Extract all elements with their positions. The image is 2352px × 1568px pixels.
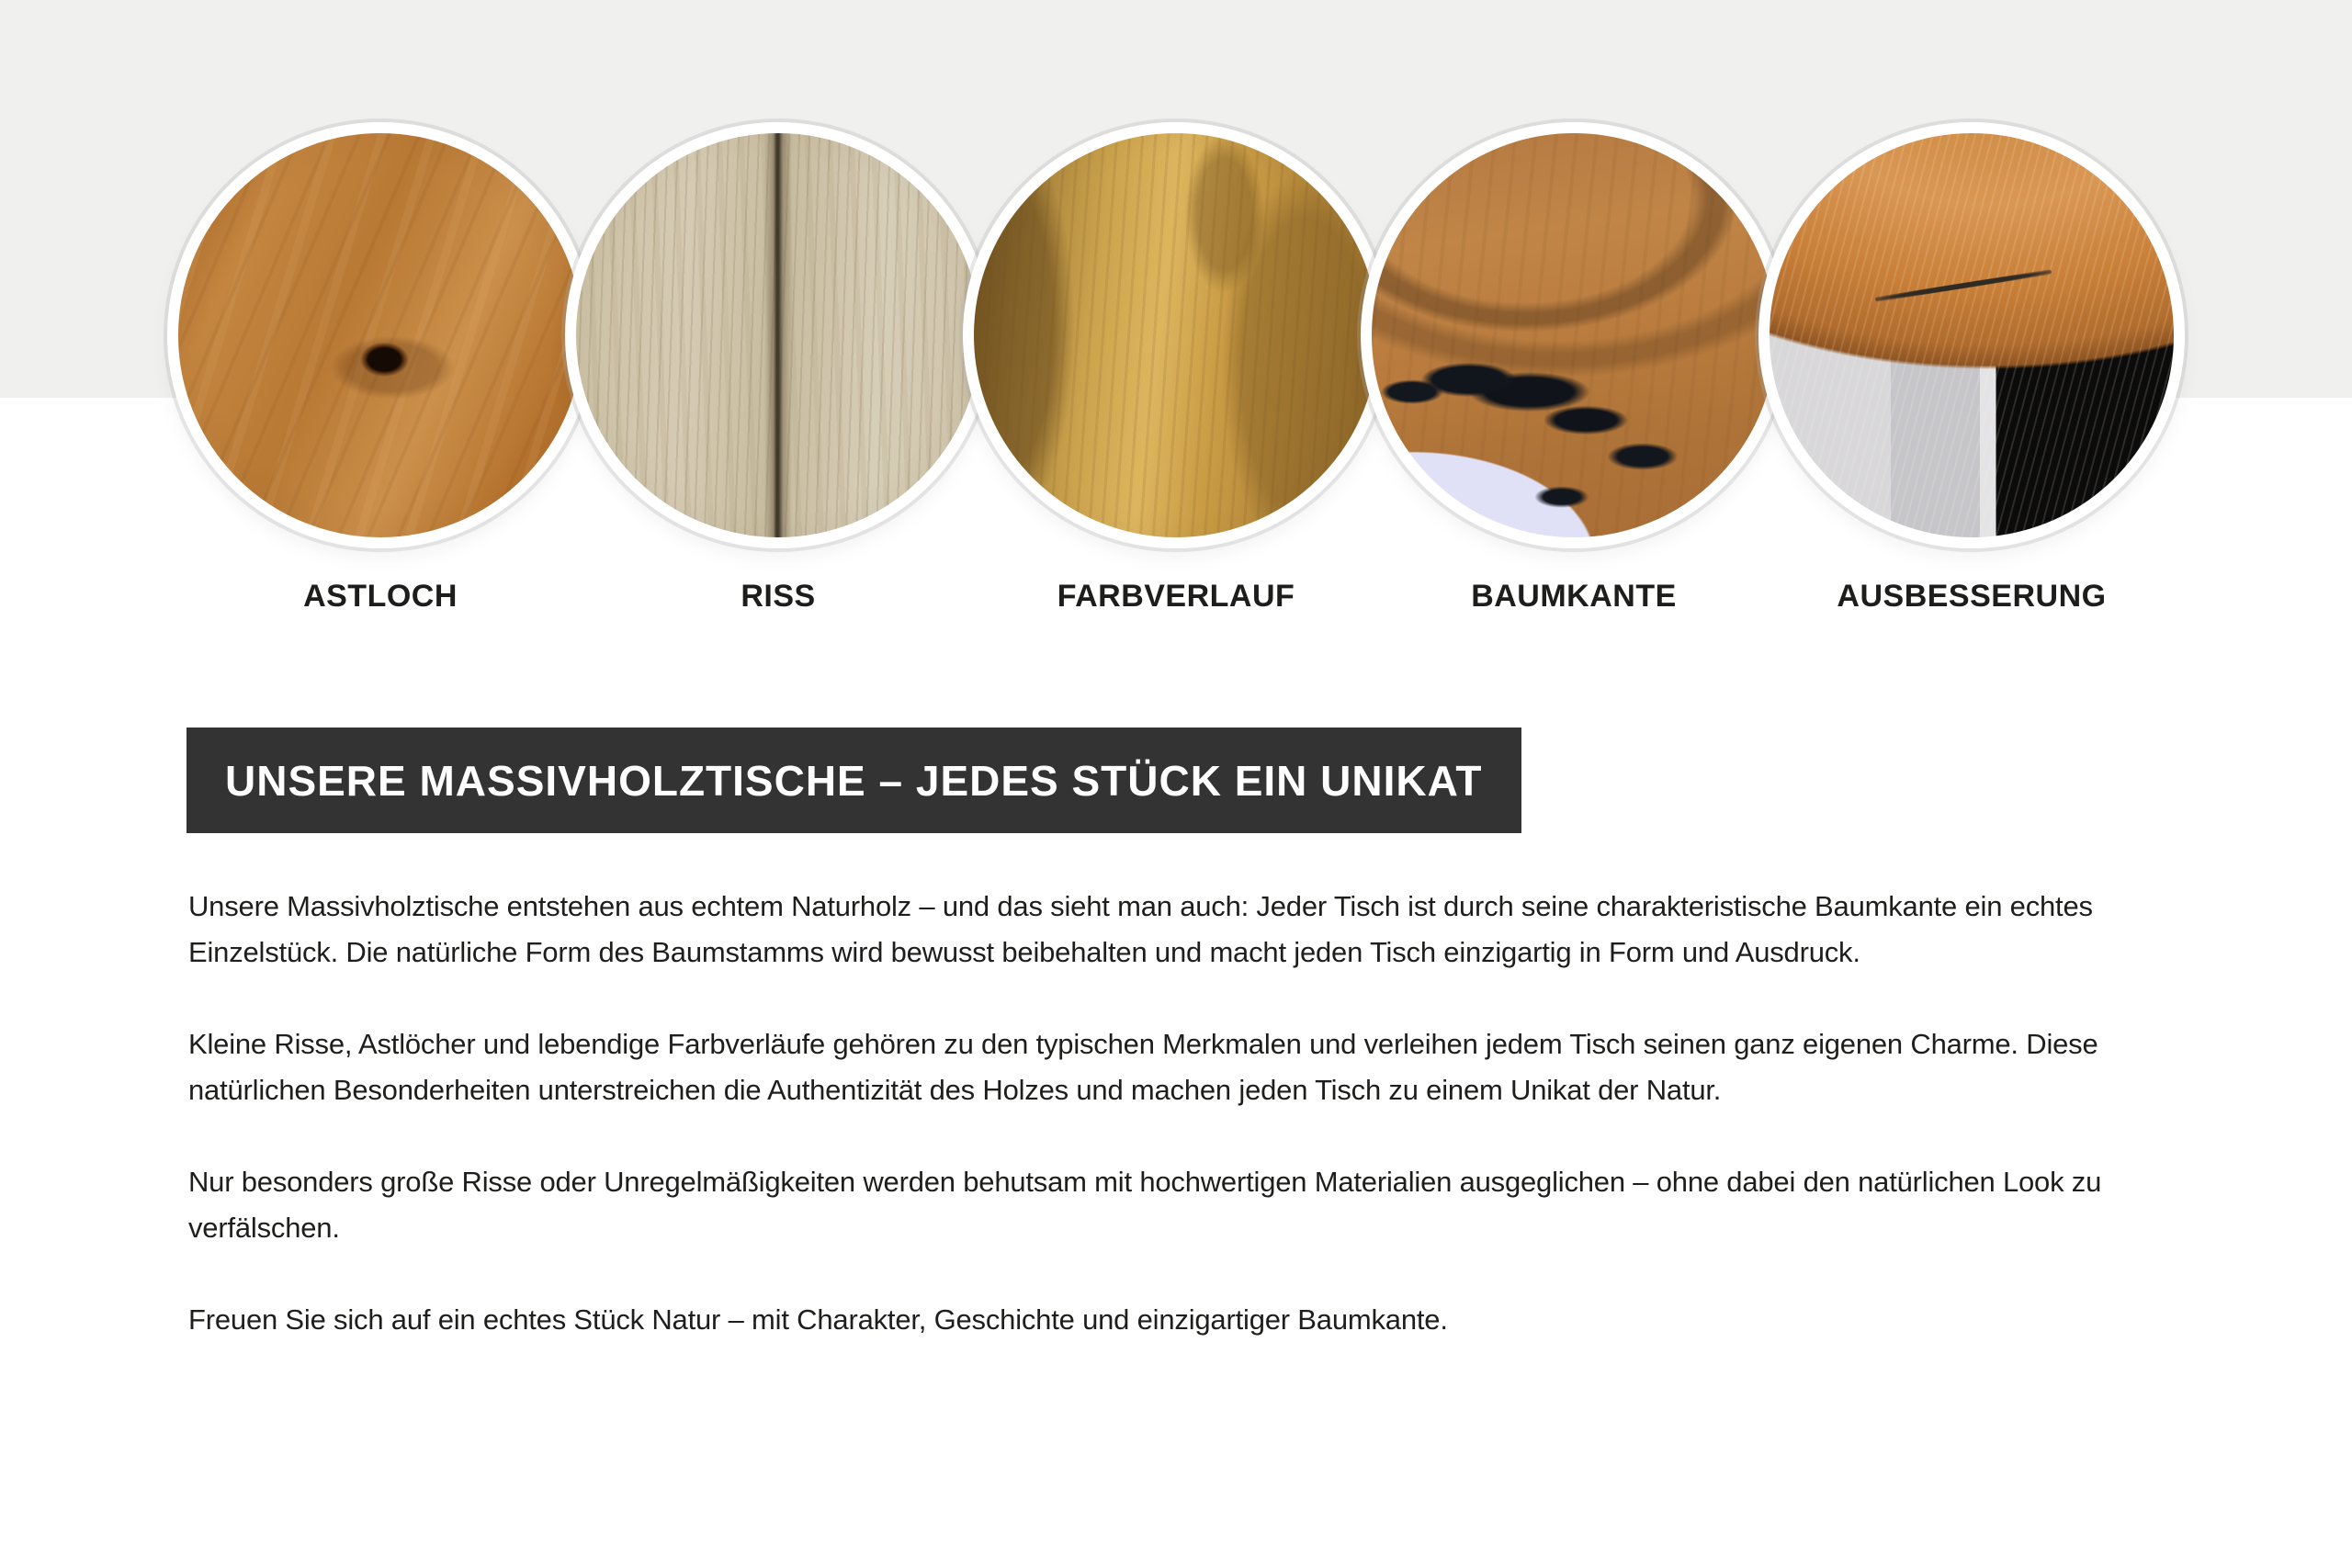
feature-image-baumkante bbox=[1361, 122, 1787, 548]
feature-label-row bbox=[0, 579, 2352, 615]
feature-image-farbverlauf bbox=[963, 122, 1389, 548]
repaired-crack-detail bbox=[1875, 269, 2052, 302]
feature-label-ausbesserung: AUSBESSERUNG bbox=[1837, 579, 2107, 614]
paragraph-closing: Freuen Sie sich auf ein echtes Stück Natur – mit Charakter, Geschichte und einzigartiger Baumkante. bbox=[188, 1303, 1448, 1336]
feature-label-astloch: ASTLOCH bbox=[303, 579, 458, 614]
section-body bbox=[188, 884, 2154, 1343]
feature-image-riss bbox=[565, 122, 991, 548]
paragraph-charm: Kleine Risse, Astlöcher und lebendige Farbverläufe gehören zu den typischen Merkmalen und verleihen jedem Tisch seinen ganz eigenen Charme. Diese natürlichen Besonderheiten unterstreichen die Authentizität des Holzes und machen jeden Tisch zu einem Unikat der Natur. bbox=[188, 1028, 2098, 1106]
feature-label-riss: RISS bbox=[741, 579, 816, 614]
section-title: UNSERE MASSIVHOLZTISCHE – JEDES STÜCK EIN UNIKAT bbox=[187, 728, 1521, 833]
feature-label-farbverlauf: FARBVERLAUF bbox=[1057, 579, 1295, 614]
feature-label-baumkante: BAUMKANTE bbox=[1471, 579, 1677, 614]
feature-image-astloch bbox=[167, 122, 594, 548]
paragraph-repairs: Nur besonders große Risse oder Unregelmäßigkeiten werden behutsam mit hochwertigen Materialien ausgeglichen – ohne dabei den natürlichen Look zu verfälschen. bbox=[188, 1166, 2102, 1244]
feature-image-row bbox=[0, 122, 2352, 548]
paragraph-uniqueness: Unsere Massivholztische entstehen aus echtem Naturholz – und das sieht man auch: Jeder Tisch ist durch seine charakteristische Baumkante ein echtes Einzelstück. Die natürliche Form des Baumstamms wird bewusst beibehalten und macht jeden Tisch einzigartig in Form und Ausdruck. bbox=[188, 890, 2093, 968]
feature-image-ausbesserung bbox=[1758, 122, 2185, 548]
